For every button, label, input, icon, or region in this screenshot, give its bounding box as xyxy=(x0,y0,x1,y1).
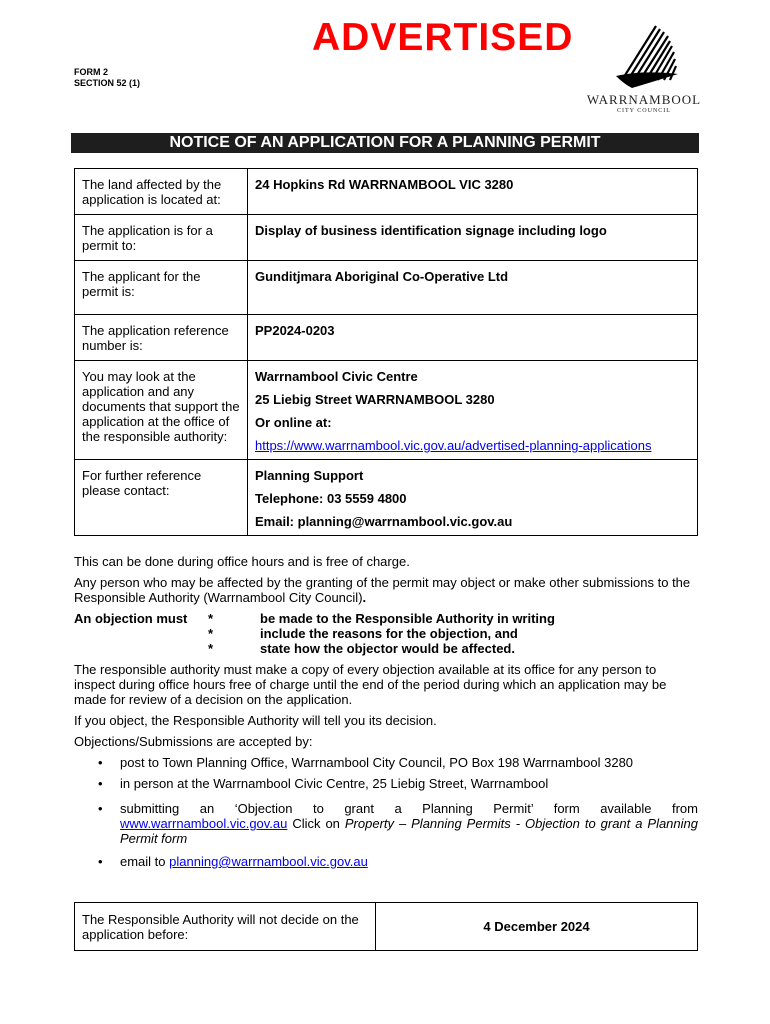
table-row xyxy=(75,261,698,315)
table-row xyxy=(75,903,698,951)
submission-methods xyxy=(74,755,698,869)
contact-name: Planning Support xyxy=(255,468,364,483)
bullet-icon: • xyxy=(98,854,103,869)
objection-markers xyxy=(208,611,260,656)
contact-value xyxy=(248,460,698,536)
objection-copy-text: The responsible authority must make a copy of every objection available at its office for any person to inspect during office hours free of charge until the end of the period during which an application may be made for review of a decision on the application. xyxy=(74,662,667,707)
table-row xyxy=(75,169,698,215)
purpose-label: The application is for a permit to: xyxy=(75,215,248,261)
council-logo-subtitle: CITY COUNCIL xyxy=(617,108,671,114)
table-row xyxy=(75,460,698,536)
contact-phone: Telephone: 03 5559 4800 xyxy=(255,491,407,506)
table-row xyxy=(75,361,698,460)
objection-lead: An objection must xyxy=(74,611,188,626)
reference-label: The application reference number is: xyxy=(75,315,248,361)
bullet-icon: • xyxy=(98,755,103,770)
applicant-label: The applicant for the permit is: xyxy=(75,261,248,315)
affected-persons-period: . xyxy=(362,590,367,605)
objection-item: be made to the Responsible Authority in writing xyxy=(260,611,555,626)
council-website-link[interactable]: www.warrnambool.vic.gov.au xyxy=(120,816,288,831)
objection-item: include the reasons for the objection, and xyxy=(260,626,518,641)
office-hours-text: This can be done during office hours and is free of charge. xyxy=(74,554,410,569)
objection-marker: * xyxy=(208,611,214,626)
objection-marker: * xyxy=(208,626,214,641)
form-number: FORM 2 xyxy=(74,67,109,77)
objection-marker: * xyxy=(208,641,214,656)
planning-email-link[interactable]: planning@warrnambool.vic.gov.au xyxy=(169,854,368,869)
method-email-text: email to xyxy=(120,854,170,869)
advertised-applications-link[interactable]: https://www.warrnambool.vic.gov.au/advertised-planning-applications xyxy=(255,438,652,453)
objection-item: state how the objector would be affected. xyxy=(260,641,515,656)
advertised-stamp: ADVERTISED xyxy=(312,16,574,59)
list-item xyxy=(74,755,698,770)
inspect-value xyxy=(248,361,698,460)
land-label: The land affected by the application is located at: xyxy=(75,169,248,215)
method-form-click: Click on xyxy=(287,816,345,831)
inspect-address: 25 Liebig Street WARRNAMBOOL 3280 xyxy=(255,392,495,407)
method-form-path: Property – Planning Permits - Objection to grant a Planning Permit form xyxy=(120,816,698,846)
decision-date-table xyxy=(74,902,698,951)
inspect-venue: Warrnambool Civic Centre xyxy=(255,369,418,384)
form-section: SECTION 52 (1) xyxy=(74,78,141,88)
bullet-icon: • xyxy=(98,776,103,791)
form-reference xyxy=(74,67,140,89)
inspect-online-label: Or online at: xyxy=(255,415,332,430)
decision-text: If you object, the Responsible Authority will tell you its decision. xyxy=(74,713,437,728)
method-in-person: in person at the Warrnambool Civic Centre, 25 Liebig Street, Warrnambool xyxy=(120,776,549,791)
bullet-icon: • xyxy=(98,801,103,816)
accepted-by-text: Objections/Submissions are accepted by: xyxy=(74,734,313,749)
list-item xyxy=(74,801,698,846)
method-form-text: submitting an ‘Objection to grant a Planning Permit’ form available from xyxy=(120,801,698,816)
list-item xyxy=(74,854,698,869)
application-details-table xyxy=(74,168,698,536)
inspect-label: You may look at the application and any documents that support the application at the office of the responsible authority: xyxy=(75,361,248,460)
council-logo-name: WARRNAMBOOL xyxy=(586,92,702,107)
contact-label: For further reference please contact: xyxy=(75,460,248,536)
list-item xyxy=(74,776,698,791)
objection-list xyxy=(260,611,555,656)
table-row xyxy=(75,315,698,361)
applicant-value: Gunditjmara Aboriginal Co-Operative Ltd xyxy=(248,261,698,315)
council-logo xyxy=(584,22,704,118)
notice-body xyxy=(74,554,698,875)
council-sail-icon xyxy=(612,22,682,88)
affected-persons-text xyxy=(74,575,698,605)
table-row xyxy=(75,215,698,261)
purpose-value: Display of business identification signage including logo xyxy=(248,215,698,261)
method-post: post to Town Planning Office, Warrnambool City Council, PO Box 198 Warrnambool 3280 xyxy=(120,755,634,770)
notice-title: NOTICE OF AN APPLICATION FOR A PLANNING PERMIT xyxy=(71,133,699,153)
land-value: 24 Hopkins Rd WARRNAMBOOL VIC 3280 xyxy=(248,169,698,215)
reference-value: PP2024-0203 xyxy=(248,315,698,361)
objection-requirements xyxy=(74,611,698,656)
decision-date-value: 4 December 2024 xyxy=(376,903,698,951)
contact-email: Email: planning@warrnambool.vic.gov.au xyxy=(255,514,513,529)
affected-persons-sentence: Any person who may be affected by the granting of the permit may object or make other submissions to the Responsible Authority (Warrnambool City Council) xyxy=(74,575,691,605)
decision-date-label: The Responsible Authority will not decide on the application before: xyxy=(75,903,376,951)
